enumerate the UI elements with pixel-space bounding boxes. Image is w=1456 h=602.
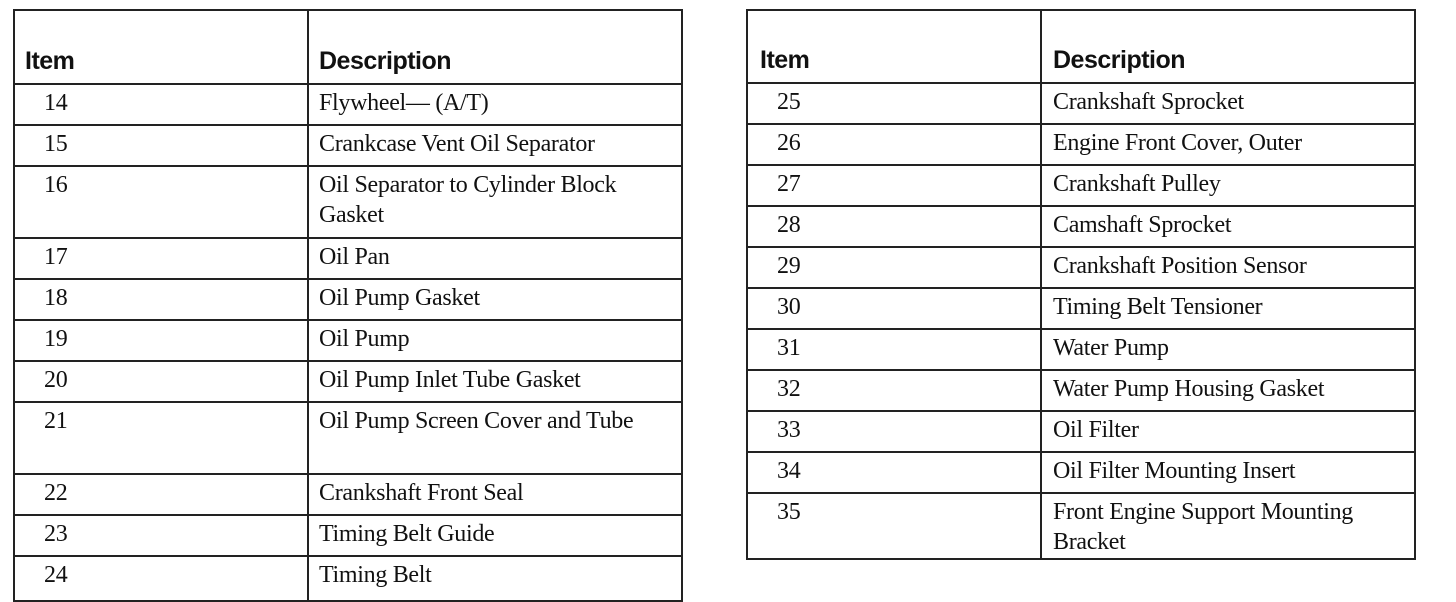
item-number: 19	[14, 320, 308, 361]
column-header-description: Description	[1041, 10, 1415, 83]
item-description: Crankshaft Front Seal	[308, 474, 682, 515]
table-header-row	[747, 10, 1415, 83]
table-row	[14, 125, 682, 166]
item-number: 31	[747, 329, 1041, 370]
table-row	[14, 402, 682, 474]
table-row	[747, 493, 1415, 559]
item-number: 17	[14, 238, 308, 279]
item-number: 26	[747, 124, 1041, 165]
item-number: 30	[747, 288, 1041, 329]
table-row	[747, 329, 1415, 370]
table-row	[747, 124, 1415, 165]
item-number: 22	[14, 474, 308, 515]
item-number: 21	[14, 402, 308, 474]
table-row	[14, 84, 682, 125]
item-number: 34	[747, 452, 1041, 493]
table-row	[747, 452, 1415, 493]
item-description: Timing Belt Tensioner	[1041, 288, 1415, 329]
table-row	[747, 247, 1415, 288]
table-row	[747, 206, 1415, 247]
item-number: 29	[747, 247, 1041, 288]
table-row	[14, 556, 682, 601]
table-row	[14, 166, 682, 238]
item-number: 32	[747, 370, 1041, 411]
item-description: Flywheel— (A/T)	[308, 84, 682, 125]
item-description: Oil Pump	[308, 320, 682, 361]
item-number: 27	[747, 165, 1041, 206]
item-number: 35	[747, 493, 1041, 559]
item-description: Oil Pump Screen Cover and Tube	[308, 402, 682, 474]
item-number: 16	[14, 166, 308, 238]
table-header-row	[14, 10, 682, 84]
item-description: Front Engine Support Mounting Bracket	[1041, 493, 1415, 559]
table-row	[14, 279, 682, 320]
table-row	[14, 474, 682, 515]
item-number: 18	[14, 279, 308, 320]
item-description: Oil Filter Mounting Insert	[1041, 452, 1415, 493]
parts-table-left	[13, 9, 683, 602]
item-number: 28	[747, 206, 1041, 247]
column-header-item: Item	[14, 10, 308, 84]
item-description: Engine Front Cover, Outer	[1041, 124, 1415, 165]
item-number: 25	[747, 83, 1041, 124]
item-description: Water Pump	[1041, 329, 1415, 370]
table-row	[747, 411, 1415, 452]
table-row	[747, 288, 1415, 329]
item-number: 33	[747, 411, 1041, 452]
table-row	[747, 83, 1415, 124]
item-description: Oil Filter	[1041, 411, 1415, 452]
table-row	[14, 361, 682, 402]
table-row	[747, 165, 1415, 206]
item-description: Oil Pan	[308, 238, 682, 279]
item-description: Camshaft Sprocket	[1041, 206, 1415, 247]
item-description: Crankshaft Sprocket	[1041, 83, 1415, 124]
item-description: Timing Belt	[308, 556, 682, 601]
table-row	[747, 370, 1415, 411]
table-row	[14, 320, 682, 361]
item-description: Crankcase Vent Oil Separator	[308, 125, 682, 166]
column-header-item: Item	[747, 10, 1041, 83]
item-description: Crankshaft Pulley	[1041, 165, 1415, 206]
item-description: Oil Pump Inlet Tube Gasket	[308, 361, 682, 402]
item-description: Oil Pump Gasket	[308, 279, 682, 320]
item-description: Crankshaft Position Sensor	[1041, 247, 1415, 288]
item-number: 20	[14, 361, 308, 402]
parts-table-right	[746, 9, 1416, 560]
item-number: 15	[14, 125, 308, 166]
item-description: Oil Separator to Cylinder Block Gasket	[308, 166, 682, 238]
item-number: 14	[14, 84, 308, 125]
item-description: Water Pump Housing Gasket	[1041, 370, 1415, 411]
item-description: Timing Belt Guide	[308, 515, 682, 556]
table-row	[14, 238, 682, 279]
column-header-description: Description	[308, 10, 682, 84]
item-number: 23	[14, 515, 308, 556]
item-number: 24	[14, 556, 308, 601]
table-row	[14, 515, 682, 556]
